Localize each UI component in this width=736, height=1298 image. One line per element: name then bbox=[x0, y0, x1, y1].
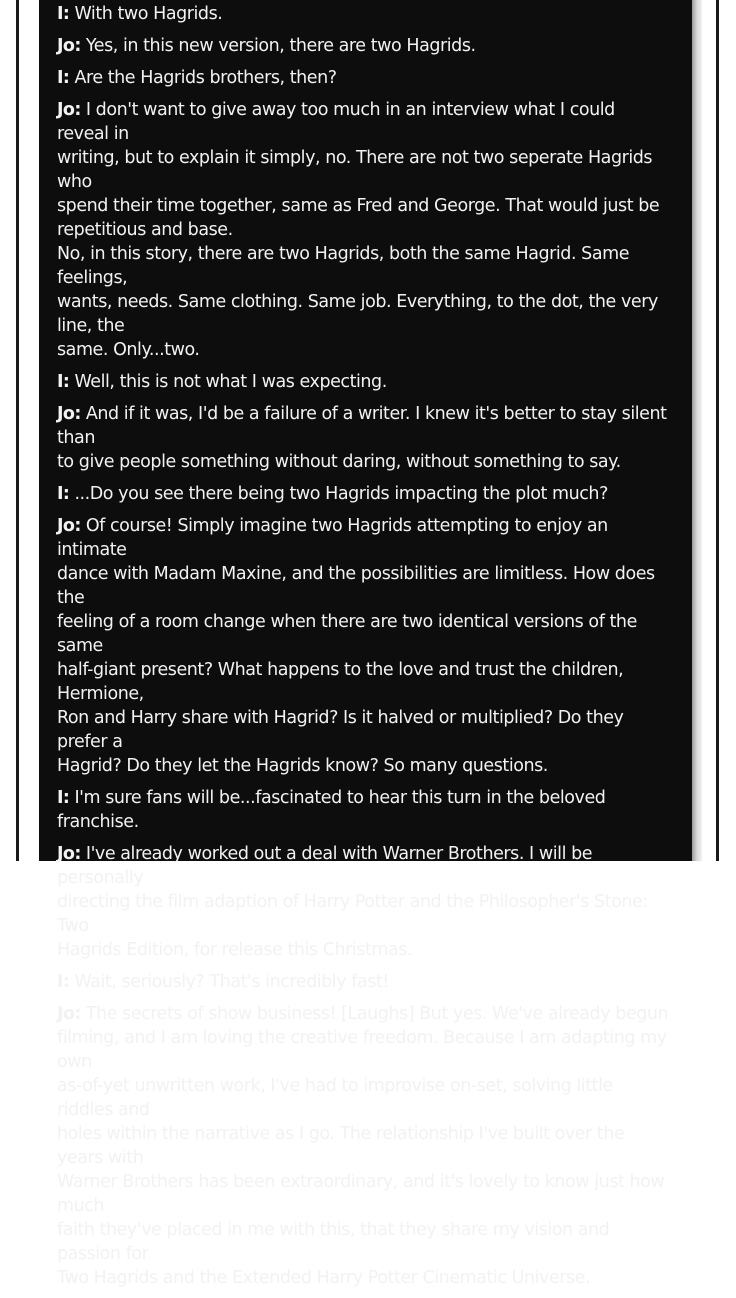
line-text: I'm sure fans will be...fascinated to hear this turn in the beloved franchise. bbox=[57, 788, 606, 832]
line-text: No, in this story, there are two Hagrids, both the same Hagrid. Same feelings, bbox=[57, 244, 630, 288]
interview-paragraph bbox=[57, 98, 669, 362]
line-text: directing the film adaption of Harry Potter and the Philosopher's Stone: Two bbox=[57, 892, 648, 936]
line-text: half-giant present? What happens to the love and trust the children, Hermione, bbox=[57, 660, 624, 704]
speaker-label: I: bbox=[57, 484, 70, 504]
paragraph-line bbox=[57, 1266, 669, 1290]
speaker-label: Jo: bbox=[57, 36, 81, 56]
line-text: holes within the narrative as I go. The relationship I've built over the years with bbox=[57, 1124, 625, 1168]
paragraph-line bbox=[57, 66, 669, 90]
paragraph-line bbox=[57, 1074, 669, 1122]
paragraph-line bbox=[57, 370, 669, 394]
line-text: faith they've placed in me with this, that they share my vision and passion for bbox=[57, 1220, 610, 1264]
speaker-label: I: bbox=[57, 372, 70, 392]
line-text: Well, this is not what I was expecting. bbox=[74, 372, 387, 392]
paragraph-line bbox=[57, 338, 669, 362]
line-text: Ron and Harry share with Hagrid? Is it halved or multiplied? Do they prefer a bbox=[57, 708, 624, 752]
speaker-label: I: bbox=[57, 972, 70, 992]
paragraph-line bbox=[57, 482, 669, 506]
line-text: Hagrids Edition, for release this Christmas. bbox=[57, 940, 413, 960]
paragraph-line bbox=[57, 562, 669, 610]
line-text: filming, and I am loving the creative freedom. Because I am adapting my own bbox=[57, 1028, 667, 1072]
line-text: repetitious and base. bbox=[57, 220, 233, 240]
line-text: feeling of a room change when there are two identical versions of the same bbox=[57, 612, 637, 656]
speaker-label: I: bbox=[57, 788, 70, 808]
paragraph-line bbox=[57, 1218, 669, 1266]
paragraph-line bbox=[57, 1170, 669, 1218]
line-text: Of course! Simply imagine two Hagrids attempting to enjoy an intimate bbox=[57, 516, 608, 560]
paragraph-line bbox=[57, 450, 669, 474]
paragraph-line bbox=[57, 1026, 669, 1074]
interview-paragraph bbox=[57, 34, 669, 58]
line-text: Hagrid? Do they let the Hagrids know? So many questions. bbox=[57, 756, 548, 776]
paragraph-line bbox=[57, 610, 669, 658]
speaker-label: Jo: bbox=[57, 100, 81, 120]
paragraph-line bbox=[57, 658, 669, 706]
line-text: Are the Hagrids brothers, then? bbox=[74, 68, 337, 88]
paragraph-line bbox=[57, 754, 669, 778]
interview-transcript bbox=[57, 2, 669, 1298]
paragraph-line bbox=[57, 2, 669, 26]
paragraph-line bbox=[57, 1122, 669, 1170]
line-text: same. Only...two. bbox=[57, 340, 200, 360]
line-text: And if it was, I'd be a failure of a writer. I knew it's better to stay silent than bbox=[57, 404, 667, 448]
line-text: spend their time together, same as Fred and George. That would just be bbox=[57, 196, 660, 216]
line-text: as-of-yet unwritten work, I've had to improvise on-set, solving little riddles and bbox=[57, 1076, 613, 1120]
speaker-label: Jo: bbox=[57, 516, 81, 536]
paragraph-line bbox=[57, 218, 669, 242]
paragraph-line bbox=[57, 786, 669, 834]
interview-paragraph bbox=[57, 786, 669, 834]
page-shadow-strip bbox=[692, 0, 702, 861]
speaker-label: Jo: bbox=[57, 1004, 81, 1024]
interview-paragraph bbox=[57, 842, 669, 962]
interview-paragraph bbox=[57, 970, 669, 994]
paragraph-line bbox=[57, 242, 669, 290]
interview-paragraph bbox=[57, 482, 669, 506]
paragraph-line bbox=[57, 402, 669, 450]
interview-paragraph bbox=[57, 2, 669, 26]
paragraph-line bbox=[57, 1002, 669, 1026]
paragraph-line bbox=[57, 970, 669, 994]
interview-paragraph bbox=[57, 1002, 669, 1290]
interview-paragraph bbox=[57, 66, 669, 90]
line-text: Wait, seriously? That's incredibly fast! bbox=[74, 972, 389, 992]
paragraph-line bbox=[57, 34, 669, 58]
paragraph-line bbox=[57, 290, 669, 338]
line-text: ...Do you see there being two Hagrids impacting the plot much? bbox=[74, 484, 608, 504]
interview-paragraph bbox=[57, 514, 669, 778]
line-text: dance with Madam Maxine, and the possibilities are limitless. How does the bbox=[57, 564, 655, 608]
speaker-label: I: bbox=[57, 4, 70, 24]
line-text: Yes, in this new version, there are two Hagrids. bbox=[85, 36, 476, 56]
speaker-label: Jo: bbox=[57, 844, 81, 864]
line-text: The secrets of show business! [Laughs] But yes. We've already begun bbox=[85, 1004, 669, 1024]
line-text: wants, needs. Same clothing. Same job. Everything, to the dot, the very line, the bbox=[57, 292, 658, 336]
line-text: With two Hagrids. bbox=[74, 4, 223, 24]
interview-paragraph bbox=[57, 370, 669, 394]
line-text: Two Hagrids and the Extended Harry Potter Cinematic Universe. bbox=[57, 1268, 591, 1288]
interview-panel bbox=[39, 0, 692, 1288]
line-text: to give people something without daring, without something to say. bbox=[57, 452, 621, 472]
page-frame-left bbox=[16, 0, 19, 861]
paragraph-line bbox=[57, 98, 669, 146]
page-frame-right bbox=[716, 0, 719, 861]
paragraph-line bbox=[57, 890, 669, 938]
paragraph-line bbox=[57, 706, 669, 754]
line-text: I've already worked out a deal with Warner Brothers. I will be personally bbox=[57, 844, 593, 888]
speaker-label: Jo: bbox=[57, 404, 81, 424]
line-text: I don't want to give away too much in an interview what I could reveal in bbox=[57, 100, 615, 144]
paragraph-line bbox=[57, 146, 669, 194]
speaker-label: I: bbox=[57, 68, 70, 88]
paragraph-line bbox=[57, 194, 669, 218]
paragraph-line bbox=[57, 514, 669, 562]
interview-paragraph bbox=[57, 402, 669, 474]
line-text: writing, but to explain it simply, no. There are not two seperate Hagrids who bbox=[57, 148, 653, 192]
line-text: Warner Brothers has been extraordinary, and it's lovely to know just how much bbox=[57, 1172, 665, 1216]
paragraph-line bbox=[57, 938, 669, 962]
paragraph-line bbox=[57, 842, 669, 890]
